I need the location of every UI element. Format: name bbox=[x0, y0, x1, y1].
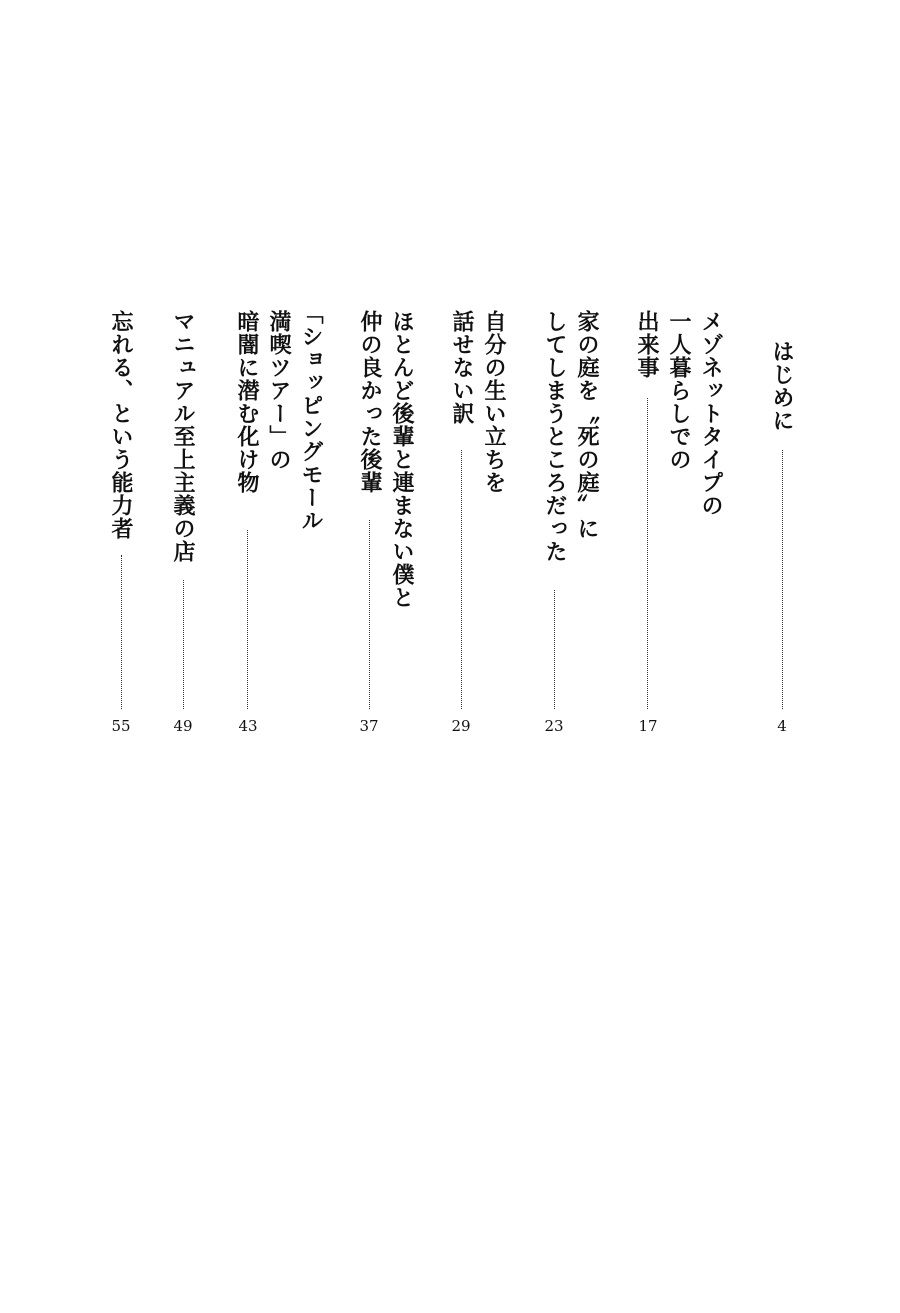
dotted-leader bbox=[554, 590, 555, 709]
toc-entry-death-garden[interactable] bbox=[534, 310, 614, 735]
toc-entry-title-line: ほとんど後輩と連まない僕と bbox=[389, 310, 415, 609]
page-number: 23 bbox=[544, 717, 564, 735]
page-number: 49 bbox=[173, 717, 193, 735]
toc-entry-title-line: 出来事 bbox=[634, 310, 660, 379]
toc-entry-maisonette[interactable] bbox=[626, 310, 736, 735]
toc-entry-title-line: 一人暮らしでの bbox=[666, 310, 692, 471]
dotted-leader bbox=[183, 580, 184, 709]
toc-entry-upbringing[interactable] bbox=[441, 310, 521, 735]
page-number: 17 bbox=[638, 717, 658, 735]
page-number: 43 bbox=[238, 717, 258, 735]
toc-entry-title-line: 忘れる、という能力者 bbox=[108, 310, 134, 540]
toc-entry-title-line: 暗闇に潜む化け物 bbox=[234, 310, 260, 494]
dotted-leader bbox=[369, 520, 370, 709]
toc-entry-title-line: マニュアル至上主義の店 bbox=[170, 310, 196, 563]
toc-entry-title-line: 家の庭を〝死の庭〟に bbox=[574, 310, 600, 540]
toc-entry-title-line: 仲の良かった後輩 bbox=[357, 310, 383, 494]
toc-entry-title-line: してしまうところだった bbox=[542, 310, 568, 563]
dotted-leader bbox=[782, 450, 783, 709]
page-number: 4 bbox=[777, 717, 787, 735]
toc-entry-title-line: はじめに bbox=[769, 340, 795, 432]
page-number: 55 bbox=[111, 717, 131, 735]
toc-entry-title-line: 満喫ツアー」の bbox=[266, 310, 292, 471]
dotted-leader bbox=[647, 398, 648, 709]
toc-entry-junior[interactable] bbox=[349, 310, 429, 735]
toc-entry-title-line: 話せない訳 bbox=[449, 310, 475, 425]
toc-entry-title-line: 「ショッピングモール bbox=[298, 302, 324, 532]
page-number: 29 bbox=[451, 717, 471, 735]
toc-entry-introduction[interactable] bbox=[762, 310, 802, 735]
toc-entry-shopping-mall[interactable] bbox=[226, 302, 336, 735]
toc-entry-manual-shop[interactable] bbox=[163, 310, 203, 735]
toc-entry-title-line: 自分の生い立ちを bbox=[481, 310, 507, 494]
dotted-leader bbox=[121, 555, 122, 709]
toc-entry-forgetting[interactable] bbox=[101, 310, 141, 735]
page-number: 37 bbox=[359, 717, 379, 735]
dotted-leader bbox=[247, 530, 248, 709]
dotted-leader bbox=[461, 450, 462, 709]
toc-entry-title-line: メゾネットタイプの bbox=[698, 310, 724, 517]
